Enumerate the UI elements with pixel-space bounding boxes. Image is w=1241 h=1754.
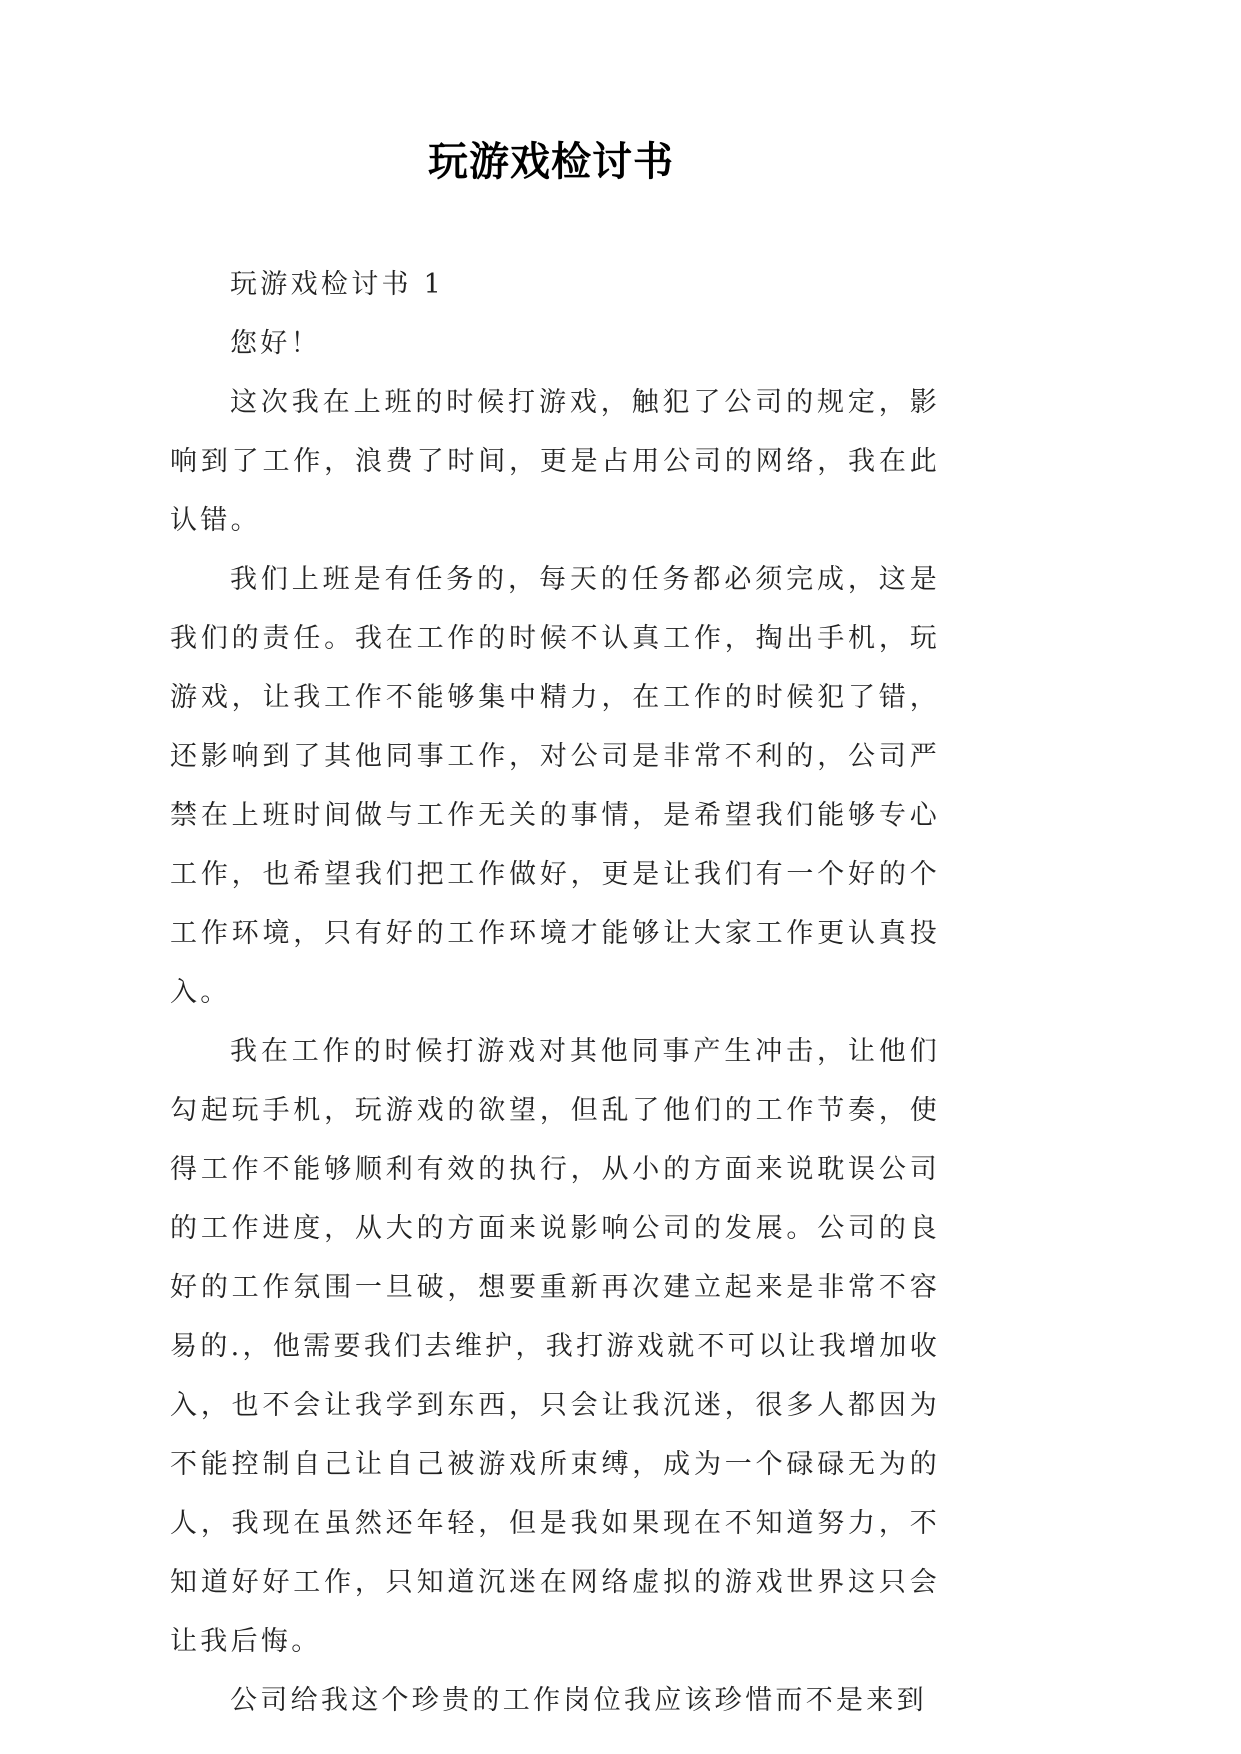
paragraph: 公司给我这个珍贵的工作岗位我应该珍惜而不是来到: [230, 1685, 927, 1716]
greeting: 您好！: [230, 328, 321, 359]
section-heading: 玩游戏检讨书 1: [230, 269, 445, 300]
paragraph: 我们上班是有任务的，每天的任务都必须完成，这是我们的责任。我在工作的时候不认真工作，掏出手机，玩游戏，让我工作不能够集中精力，在工作的时候犯了错，还影响到了其他同事工作，对公司是非常不利的，公司严禁在上班时间做与工作无关的事情，是希望我们能够专心工作，也希望我们把工作做好，更是让我们有一个好的个工作环境，只有好的工作环境才能够让大家工作更认真投入。: [170, 564, 940, 1008]
paragraph: 我在工作的时候打游戏对其他同事产生冲击，让他们勾起玩手机，玩游戏的欲望，但乱了他们的工作节奏，使得工作不能够顺利有效的执行，从小的方面来说耽误公司的工作进度，从大的方面来说影响公司的发展。公司的良好的工作氛围一旦破，想要重新再次建立起来是非常不容易的.，他需要我们去维护，我打游戏就不可以让我增加收入，也不会让我学到东西，只会让我沉迷，很多人都因为不能控制自己让自己被游戏所束缚，成为一个碌碌无为的人，我现在虽然还年轻，但是我如果现在不知道努力，不知道好好工作，只知道沉迷在网络虚拟的游戏世界这只会让我后悔。: [170, 1036, 940, 1657]
document-title: 玩游戏检讨书: [428, 138, 674, 185]
paragraph: 这次我在上班的时候打游戏，触犯了公司的规定，影响到了工作，浪费了时间，更是占用公司的网络，我在此认错。: [170, 387, 940, 536]
document-body: [170, 255, 940, 1730]
